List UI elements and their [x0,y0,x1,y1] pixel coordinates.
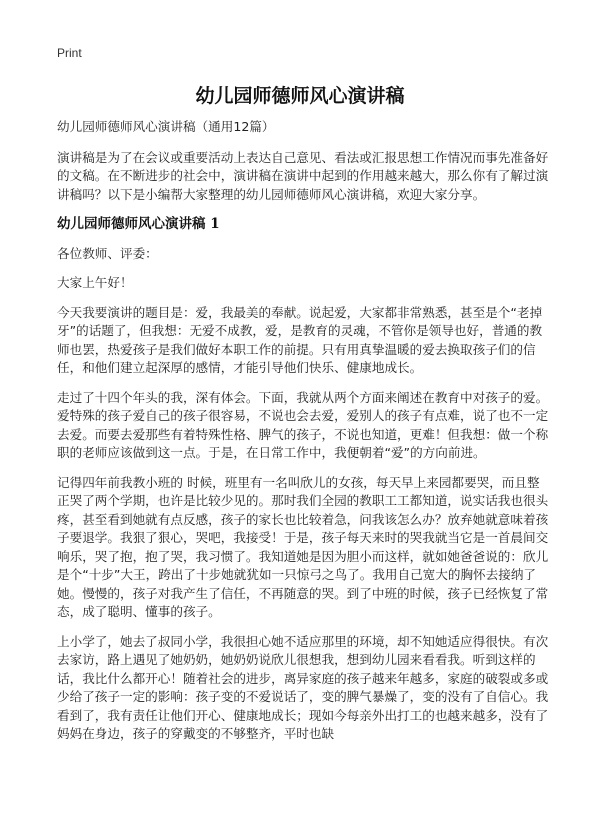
hello-line: 大家上午好！ [57,275,133,290]
body-paragraph: 上小学了，她去了叔同小学，我很担心她不适应那里的环境，却不知她适应得很快。有次去家访，路上遇见了她奶奶，她奶奶说欣儿很想我，想到幼儿园来看看我。听到这样的话，我比什么都开心！随着社会的进步，离异家庭的孩子越来年越多，家庭的破裂或多或少给了孩子一定的影响：孩子变的不爱说话了，变的脾气暴燥了，变的没有了自信心。我看到了，我有责任让他们开心、健康地成长；现如今每亲外出打工的也越来越多，没有了妈妈在身边，孩子的穿戴变的不够整齐，平时也缺 [57,633,549,741]
page-title: 幼儿园师德师风心演讲稿 [195,85,405,107]
body-paragraph: 记得四年前我教小班的 时候，班里有一名叫欣儿的女孩，每天早上来园都要哭，而且整正哭了两个学期，也许是比较少见的。那时我们全园的教职工工都知道，说实话我也很头疼，甚至看到她就有点反感，孩子的家长也比较着急，问我该怎么办？放弃她就意味着孩子要退学。我狠了狠心，哭吧，我接受！于是，孩子每天来时的哭我就当它是一首晨间交响乐，哭了抱，抱了哭，我习惯了。我知道她是因为胆小而这样，就如她爸爸说的：欣儿是个“十步”大王，跨出了十步她就犹如一只惊弓之鸟了。我用自己宽大的胸怀去接纳了她。慢慢的，孩子对我产生了信任，不再随意的哭。到了中班的时候，孩子已经恢复了常态，成了聪明、懂事的孩子。 [57,474,549,619]
greeting-line: 各位教师、评委： [57,245,158,261]
body-paragraph: 今天我要演讲的题目是：爱，我最美的奉献。说起爱，大家都非常熟悉，甚至是个“老掉牙”的话题了，但我想：无爱不成教，爱，是教育的灵魂，不管你是领导也好，普通的教师也罢，热爱孩子是我们做好本职工作的前提。只有用真挚温暖的爱去换取孩子们的信任，和他们建立起深厚的感情，才能引导他们快乐、健康地成长。 [57,304,543,375]
article-body [57,118,549,755]
print-label[interactable]: Print [57,46,82,60]
article-subtitle: 幼儿园师德师风心演讲稿（通用12篇） [57,119,275,134]
intro-paragraph: 演讲稿是为了在会议或重要活动上表达自己意见、看法或汇报思想工作情况而事先准备好的文稿。在不断进步的社会中，演讲稿在演讲中起到的作用越来越大，那么你有了解过演讲稿吗？以下是小编帮大家整理的幼儿园师德师风心演讲稿，欢迎大家分享。 [57,149,549,202]
section-heading: 幼儿园师德师风心演讲稿 1 [57,216,220,232]
body-paragraph: 走过了十四个年头的我，深有体会。下面，我就从两个方面来阐述在教育中对孩子的爱。爱特殊的孩子爱自己的孩子很容易，不说也会去爱，爱别人的孩子有点难，说了也不一定去爱。而要去爱那些有着特殊性格、脾气的孩子，不说也知道，更难！但我想：做一个称职的老师应该做到这一点。于是，在日常工作中，我便朝着“爱”的方向前进。 [57,389,549,460]
